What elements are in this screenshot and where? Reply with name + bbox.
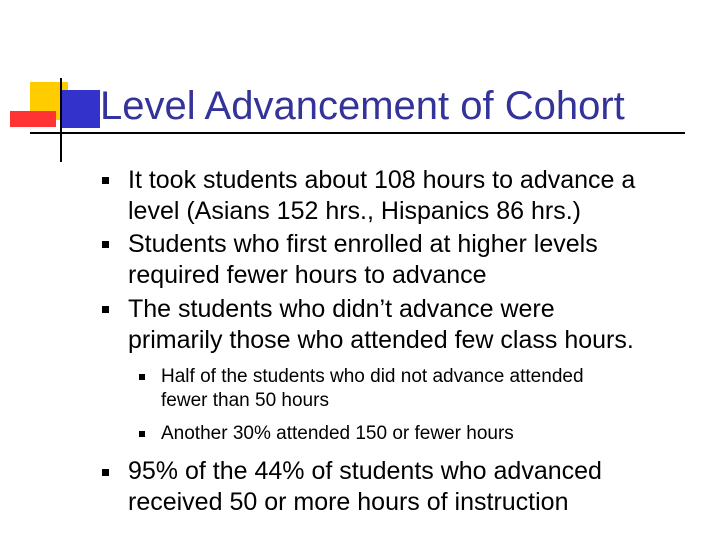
- decorative-squares-logo: [0, 0, 100, 170]
- bullet-line: The students who didn’t advance were: [128, 295, 555, 323]
- bullet-marker: [102, 469, 109, 476]
- bullet-text: [128, 229, 598, 291]
- sub-bullet-marker: [139, 374, 145, 380]
- bullet-line: required fewer hours to advance: [128, 261, 487, 289]
- bullet-marker: [102, 177, 109, 184]
- sub-bullet-marker: [139, 431, 145, 437]
- bullet-text: [128, 165, 635, 227]
- bullet-line: It took students about 108 hours to advance a: [128, 166, 636, 194]
- slide-title: Level Advancement of Cohort: [100, 84, 625, 128]
- sub-bullet-line: fewer than 50 hours: [161, 390, 329, 411]
- bullet-line: received 50 or more hours of instruction: [128, 488, 569, 516]
- sub-bullet-text: [161, 422, 514, 446]
- bullet-marker: [102, 241, 109, 248]
- bullet-line: 95% of the 44% of students who advanced: [128, 457, 602, 485]
- bullet-marker: [102, 306, 109, 313]
- bullet-line: Students who first enrolled at higher levels: [128, 230, 598, 258]
- blue-square: [62, 90, 100, 128]
- sub-bullet-text: [161, 365, 584, 413]
- sub-bullet-line: Another 30% attended 150 or fewer hours: [161, 423, 514, 444]
- sub-bullet-line: Half of the students who did not advance attended: [161, 366, 584, 387]
- title-divider: [30, 132, 685, 134]
- bullet-text: [128, 456, 602, 518]
- bullet-text: [128, 294, 634, 356]
- bullet-line: primarily those who attended few class hours.: [128, 326, 634, 354]
- bullet-line: level (Asians 152 hrs., Hispanics 86 hrs.): [128, 197, 581, 225]
- red-square: [10, 111, 56, 127]
